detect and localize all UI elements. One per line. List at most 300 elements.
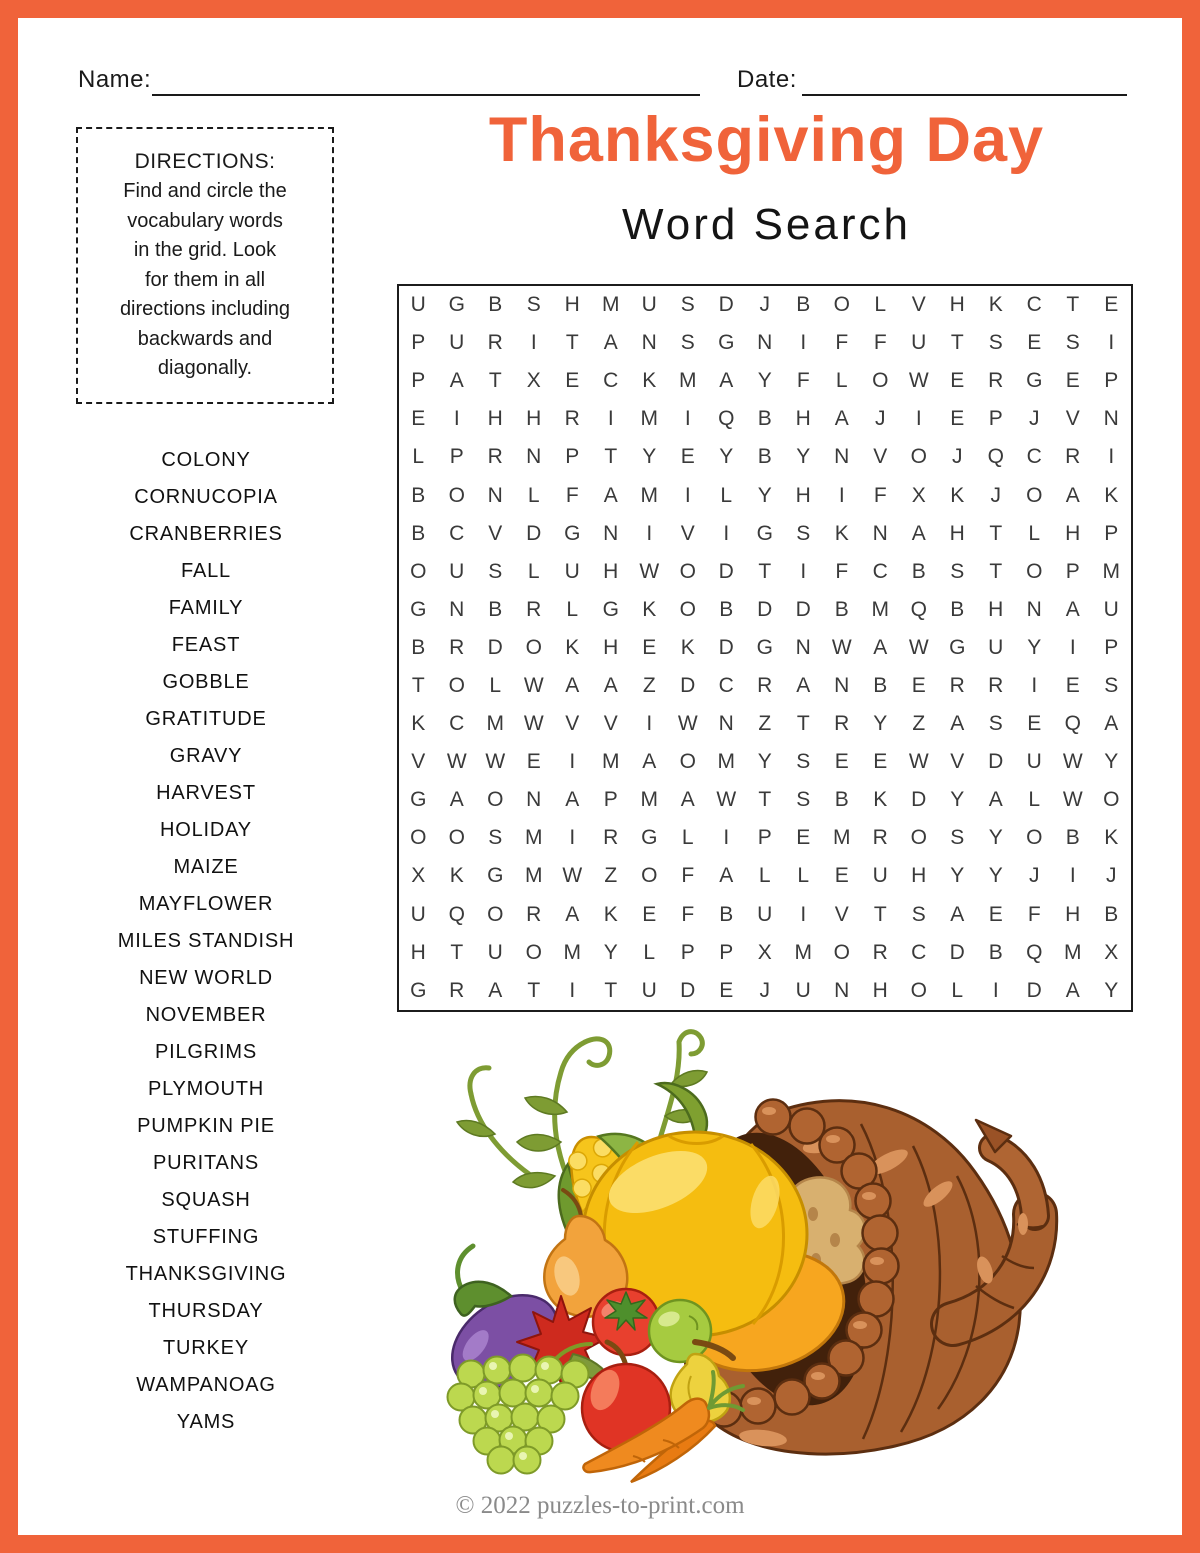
grid-letter: F xyxy=(835,331,849,355)
grid-letter: W xyxy=(523,712,544,736)
page-subtitle: Word Search xyxy=(622,200,911,249)
grid-letter: O xyxy=(487,788,504,812)
grid-letter: E xyxy=(950,407,965,431)
grid-letter: G xyxy=(718,331,735,355)
grid-letter: E xyxy=(873,750,888,774)
grid-letter: O xyxy=(833,940,850,964)
grid-letter: L xyxy=(527,559,540,583)
grid-letter: D xyxy=(911,788,927,812)
grid-letter: M xyxy=(602,293,620,317)
grid-letter: W xyxy=(523,673,544,697)
grid-letter: H xyxy=(911,864,927,888)
grid-letter: J xyxy=(759,293,770,317)
grid-letter: A xyxy=(1104,712,1119,736)
grid-letter: E xyxy=(1027,712,1042,736)
grid-letter: B xyxy=(950,597,965,621)
grid-letter: W xyxy=(1062,750,1083,774)
grid-letter: O xyxy=(410,826,427,850)
grid-letter: H xyxy=(564,293,580,317)
grid-letter: I xyxy=(453,407,460,431)
grid-letter: F xyxy=(681,864,695,888)
grid-letter: P xyxy=(988,407,1003,431)
grid-letter: Y xyxy=(1104,750,1119,774)
grid-letter: E xyxy=(1027,331,1042,355)
grid-letter: K xyxy=(449,864,464,888)
grid-letter: K xyxy=(642,597,657,621)
grid-letter: H xyxy=(1065,902,1081,926)
grid-letter: U xyxy=(641,293,657,317)
grid-letter: N xyxy=(718,712,734,736)
grid-letter: Y xyxy=(950,864,965,888)
grid-letter: W xyxy=(908,635,929,659)
grid-letter: R xyxy=(988,673,1004,697)
grid-letter: F xyxy=(681,902,695,926)
grid-letter: K xyxy=(642,369,657,393)
grid-letter: R xyxy=(757,673,773,697)
grid-letter: L xyxy=(874,293,887,317)
grid-letter: C xyxy=(1026,293,1042,317)
grid-letter: S xyxy=(911,902,926,926)
grid-letter: C xyxy=(911,940,927,964)
grid-letter: J xyxy=(1029,407,1040,431)
grid-letter: P xyxy=(680,940,695,964)
grid-letter: N xyxy=(449,597,465,621)
grid-letter: A xyxy=(834,407,849,431)
grid-letter: B xyxy=(911,559,926,583)
grid-letter: S xyxy=(796,750,811,774)
grid-letter: L xyxy=(489,673,502,697)
grid-letter: Y xyxy=(950,788,965,812)
grid-letter: W xyxy=(1062,788,1083,812)
grid-letter: H xyxy=(603,559,619,583)
grid-letter: C xyxy=(872,559,888,583)
grid-letter: M xyxy=(640,483,658,507)
grid-letter: A xyxy=(1065,483,1080,507)
grid-letter: R xyxy=(449,978,465,1002)
word-list-item: NEW WORLD xyxy=(139,967,273,989)
grid-letter: K xyxy=(950,483,965,507)
word-list-item: NOVEMBER xyxy=(145,1004,267,1026)
grid-letter: T xyxy=(873,902,887,926)
grid-letter: A xyxy=(565,673,580,697)
grid-letter: I xyxy=(530,331,537,355)
grid-letter: B xyxy=(834,788,849,812)
word-list-item: PILGRIMS xyxy=(155,1041,257,1063)
grid-letter: K xyxy=(411,712,426,736)
grid-letter: O xyxy=(872,369,889,393)
grid-letter: E xyxy=(680,445,695,469)
grid-letter: I xyxy=(1031,673,1038,697)
grid-letter: B xyxy=(488,293,503,317)
grid-letter: E xyxy=(796,826,811,850)
grid-letter: H xyxy=(872,978,888,1002)
word-list-item: THURSDAY xyxy=(148,1300,264,1322)
grid-letter: O xyxy=(525,635,542,659)
grid-letter: Q xyxy=(448,902,465,926)
grid-letter: D xyxy=(1026,978,1042,1002)
directions-heading: DIRECTIONS: xyxy=(134,150,276,173)
grid-letter: K xyxy=(1104,483,1119,507)
word-list-item: WAMPANOAG xyxy=(136,1374,276,1396)
grid-letter: N xyxy=(795,635,811,659)
date-line xyxy=(802,94,1127,96)
grid-letter: S xyxy=(950,826,965,850)
grid-letter: O xyxy=(1103,788,1120,812)
grid-letter: T xyxy=(488,369,502,393)
grid-letter: L xyxy=(1028,521,1041,545)
grid-letter: O xyxy=(1026,826,1043,850)
grid-letter: T xyxy=(758,788,772,812)
grid-letter: S xyxy=(796,788,811,812)
grid-letter: A xyxy=(1065,597,1080,621)
grid-letter: B xyxy=(757,407,772,431)
directions-line: backwards and xyxy=(137,327,273,350)
grid-letter: G xyxy=(1026,369,1043,393)
grid-letter: O xyxy=(641,864,658,888)
grid-letter: R xyxy=(526,597,542,621)
grid-letter: L xyxy=(797,864,810,888)
grid-letter: F xyxy=(565,483,579,507)
grid-letter: Q xyxy=(718,407,735,431)
grid-letter: C xyxy=(603,369,619,393)
grid-letter: R xyxy=(449,635,465,659)
grid-letter: R xyxy=(603,826,619,850)
grid-letter: I xyxy=(569,826,576,850)
grid-letter: N xyxy=(487,483,503,507)
grid-letter: E xyxy=(719,978,734,1002)
word-list-item: MAYFLOWER xyxy=(138,893,274,915)
grid-letter: M xyxy=(717,750,735,774)
grid-letter: D xyxy=(680,673,696,697)
grid-letter: B xyxy=(411,483,426,507)
grid-letter: V xyxy=(1065,407,1080,431)
grid-letter: E xyxy=(911,673,926,697)
word-list-item: MAIZE xyxy=(173,856,239,878)
directions-line: diagonally. xyxy=(157,357,253,379)
grid-letter: L xyxy=(527,483,540,507)
grid-letter: O xyxy=(448,483,465,507)
grid-letter: I xyxy=(607,407,614,431)
grid-letter: D xyxy=(718,293,734,317)
grid-letter: M xyxy=(1102,559,1120,583)
grid-letter: M xyxy=(871,597,889,621)
grid-letter: N xyxy=(1103,407,1119,431)
grid-letter: V xyxy=(603,712,618,736)
footer-credit: © 2022 puzzles-to-print.com xyxy=(455,1492,745,1519)
grid-letter: S xyxy=(680,331,695,355)
grid-letter: D xyxy=(680,978,696,1002)
grid-letter: X xyxy=(911,483,926,507)
grid-letter: A xyxy=(911,521,926,545)
grid-letter: B xyxy=(719,902,734,926)
grid-letter: I xyxy=(1069,635,1076,659)
grid-letter: Z xyxy=(758,712,772,736)
grid-letter: Y xyxy=(796,445,811,469)
directions-body xyxy=(78,177,332,384)
grid-letter: W xyxy=(562,864,583,888)
grid-letter: A xyxy=(950,712,965,736)
grid-letter: I xyxy=(992,978,999,1002)
grid-letter: G xyxy=(641,826,658,850)
grid-letter: B xyxy=(796,293,811,317)
word-list-item: HOLIDAY xyxy=(160,819,252,841)
grid-letter: B xyxy=(411,635,426,659)
grid-letter: V xyxy=(411,750,426,774)
grid-letter: B xyxy=(411,521,426,545)
grid-letter: V xyxy=(950,750,965,774)
grid-letter: H xyxy=(988,597,1004,621)
grid-letter: I xyxy=(800,559,807,583)
grid-letter: H xyxy=(603,635,619,659)
grid-letter: B xyxy=(834,597,849,621)
word-list-item: PLYMOUTH xyxy=(147,1078,265,1100)
grid-letter: B xyxy=(1065,826,1080,850)
word-list-item: YAMS xyxy=(176,1411,236,1433)
grid-letter: I xyxy=(684,483,691,507)
grid-letter: D xyxy=(757,597,773,621)
grid-letter: O xyxy=(1026,559,1043,583)
grid-letter: O xyxy=(910,445,927,469)
grid-letter: E xyxy=(950,369,965,393)
grid-letter: R xyxy=(834,712,850,736)
grid-letter: W xyxy=(716,788,737,812)
grid-letter: W xyxy=(446,750,467,774)
grid-letter: P xyxy=(565,445,580,469)
name-label: Name: xyxy=(78,66,152,93)
grid-letter: T xyxy=(950,331,964,355)
grid-letter: A xyxy=(988,788,1003,812)
grid-letter: I xyxy=(723,521,730,545)
word-list-item: GOBBLE xyxy=(162,671,250,693)
grid-letter: E xyxy=(1104,293,1119,317)
grid-letter: D xyxy=(718,635,734,659)
grid-letter: F xyxy=(1027,902,1041,926)
grid-letter: H xyxy=(1065,521,1081,545)
grid-letter: Z xyxy=(642,673,656,697)
grid-letter: H xyxy=(949,293,965,317)
grid-letter: E xyxy=(1065,369,1080,393)
grid-letter: W xyxy=(639,559,660,583)
grid-letter: P xyxy=(1104,635,1119,659)
grid-letter: D xyxy=(795,597,811,621)
grid-letter: E xyxy=(834,750,849,774)
grid-letter: K xyxy=(565,635,580,659)
grid-letter: U xyxy=(641,978,657,1002)
grid-letter: W xyxy=(831,635,852,659)
word-list-item: CRANBERRIES xyxy=(129,523,283,545)
grid-letter: X xyxy=(757,940,772,964)
grid-letter: U xyxy=(911,331,927,355)
grid-letter: G xyxy=(448,293,465,317)
grid-letter: P xyxy=(411,331,426,355)
grid-letter: S xyxy=(680,293,695,317)
grid-letter: J xyxy=(875,407,886,431)
grid-letter: P xyxy=(757,826,772,850)
grid-letter: T xyxy=(565,331,579,355)
grid-letter: I xyxy=(915,407,922,431)
grid-letter: U xyxy=(410,293,426,317)
grid-letter: O xyxy=(679,597,696,621)
grid-letter: R xyxy=(872,826,888,850)
grid-letter: S xyxy=(526,293,541,317)
grid-letter: R xyxy=(487,445,503,469)
grid-letter: O xyxy=(679,559,696,583)
word-list-item: SQUASH xyxy=(161,1189,251,1211)
grid-letter: A xyxy=(603,673,618,697)
grid-letter: N xyxy=(872,521,888,545)
grid-letter: T xyxy=(450,940,464,964)
grid-letter: D xyxy=(718,559,734,583)
grid-letter: I xyxy=(684,407,691,431)
grid-letter: L xyxy=(835,369,848,393)
grid-letter: T xyxy=(604,445,618,469)
grid-letter: A xyxy=(680,788,695,812)
grid-letter: F xyxy=(873,331,887,355)
grid-letter: C xyxy=(449,521,465,545)
grid-letter: M xyxy=(833,826,851,850)
grid-letter: G xyxy=(756,635,773,659)
grid-letter: P xyxy=(449,445,464,469)
grid-letter: K xyxy=(873,788,888,812)
grid-letter: I xyxy=(569,750,576,774)
grid-letter: U xyxy=(410,902,426,926)
grid-letter: S xyxy=(1104,673,1119,697)
grid-letter: C xyxy=(1026,445,1042,469)
grid-letter: Q xyxy=(910,597,927,621)
grid-letter: D xyxy=(988,750,1004,774)
grid-letter: U xyxy=(872,864,888,888)
grid-letter: C xyxy=(449,712,465,736)
grid-letter: O xyxy=(910,978,927,1002)
grid-letter: Y xyxy=(757,750,772,774)
grid-letter: L xyxy=(758,864,771,888)
word-list-item: GRAVY xyxy=(169,745,243,767)
grid-letter: C xyxy=(718,673,734,697)
word-list-item: GRATITUDE xyxy=(145,708,267,730)
grid-letter: M xyxy=(1064,940,1082,964)
grid-letter: H xyxy=(795,407,811,431)
grid-letter: L xyxy=(681,826,694,850)
grid-letter: A xyxy=(603,483,618,507)
grid-letter: J xyxy=(990,483,1001,507)
directions-line: Find and circle the xyxy=(123,180,287,202)
grid-letter: S xyxy=(950,559,965,583)
grid-letter: N xyxy=(1026,597,1042,621)
grid-letter: I xyxy=(723,826,730,850)
grid-letter: L xyxy=(720,483,733,507)
grid-letter: G xyxy=(410,788,427,812)
grid-letter: I xyxy=(1069,864,1076,888)
grid-letter: S xyxy=(488,826,503,850)
grid-letter: G xyxy=(487,864,504,888)
grid-letter: F xyxy=(835,559,849,583)
grid-letter: A xyxy=(719,369,734,393)
grid-letter: M xyxy=(640,788,658,812)
grid-letter: E xyxy=(526,750,541,774)
grid-letter: Z xyxy=(604,864,618,888)
grid-letter: A xyxy=(603,331,618,355)
grid-letter: Y xyxy=(873,712,888,736)
grid-letter: K xyxy=(603,902,618,926)
grid-letter: J xyxy=(1029,864,1040,888)
directions-line: for them in all xyxy=(144,268,266,291)
grid-letter: O xyxy=(833,293,850,317)
grid-letter: M xyxy=(794,940,812,964)
grid-letter: T xyxy=(796,712,810,736)
grid-letter: S xyxy=(988,331,1003,355)
grid-letter: W xyxy=(485,750,506,774)
grid-letter: R xyxy=(988,369,1004,393)
grid-letter: U xyxy=(1103,597,1119,621)
grid-letter: U xyxy=(988,635,1004,659)
grid-letter: T xyxy=(989,521,1003,545)
grid-letter: U xyxy=(795,978,811,1002)
grid-letter: J xyxy=(952,445,963,469)
word-list-item: HARVEST xyxy=(156,782,256,804)
grid-letter: E xyxy=(988,902,1003,926)
grid-letter: K xyxy=(988,293,1003,317)
grid-letter: S xyxy=(988,712,1003,736)
grid-letter: Y xyxy=(719,445,734,469)
grid-letter: V xyxy=(488,521,503,545)
grid-letter: S xyxy=(488,559,503,583)
grid-letter: T xyxy=(604,978,618,1002)
grid-letter: Z xyxy=(912,712,926,736)
grid-letter: A xyxy=(449,788,464,812)
grid-letter: E xyxy=(1065,673,1080,697)
grid-letter: W xyxy=(677,712,698,736)
grid-letter: A xyxy=(565,788,580,812)
grid-letter: M xyxy=(640,407,658,431)
grid-letter: Y xyxy=(988,864,1003,888)
grid-letter: V xyxy=(680,521,695,545)
grid-letter: M xyxy=(602,750,620,774)
grid-letter: K xyxy=(680,635,695,659)
directions-line: directions including xyxy=(119,298,291,320)
grid-letter: L xyxy=(566,597,579,621)
grid-letter: H xyxy=(949,521,965,545)
grid-letter: A xyxy=(796,673,811,697)
grid-letter: Y xyxy=(757,483,772,507)
grid-letter: D xyxy=(949,940,965,964)
grid-letter: B xyxy=(719,597,734,621)
grid-letter: U xyxy=(487,940,503,964)
grid-letter: W xyxy=(908,369,929,393)
date-label: Date: xyxy=(737,66,797,93)
grid-letter: A xyxy=(642,750,657,774)
grid-letter: M xyxy=(525,826,543,850)
grid-letter: A xyxy=(873,635,888,659)
grid-letter: U xyxy=(1026,750,1042,774)
grid-letter: R xyxy=(526,902,542,926)
grid-letter: E xyxy=(411,407,426,431)
grid-letter: A xyxy=(719,864,734,888)
grid-letter: J xyxy=(1106,864,1117,888)
grid-letter: X xyxy=(411,864,426,888)
grid-letter: M xyxy=(525,864,543,888)
grid-letter: O xyxy=(525,940,542,964)
grid-letter: H xyxy=(487,407,503,431)
grid-letter: T xyxy=(989,559,1003,583)
grid-letter: Y xyxy=(1104,978,1119,1002)
grid-letter: I xyxy=(800,902,807,926)
grid-letter: X xyxy=(1104,940,1119,964)
grid-letter: O xyxy=(679,750,696,774)
grid-letter: R xyxy=(872,940,888,964)
grid-letter: N xyxy=(834,978,850,1002)
grid-letter: N xyxy=(757,331,773,355)
grid-letter: N xyxy=(526,445,542,469)
